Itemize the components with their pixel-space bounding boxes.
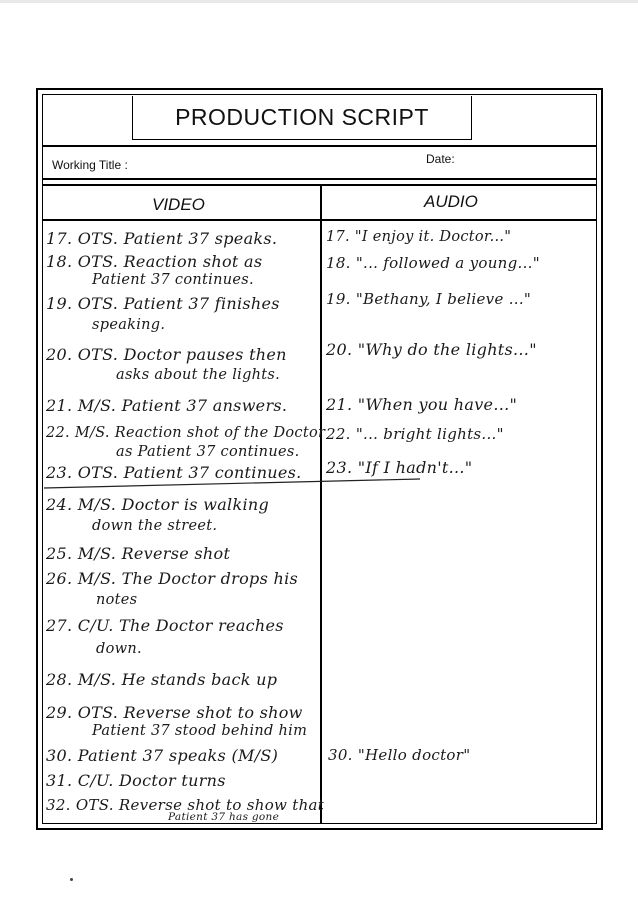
video-line: 29. OTS. Reverse shot to show xyxy=(46,703,303,722)
video-column-header: VIDEO xyxy=(152,195,205,214)
video-line: notes xyxy=(96,592,138,608)
document-title: PRODUCTION SCRIPT xyxy=(132,96,472,140)
video-line: 25. M/S. Reverse shot xyxy=(46,544,231,563)
video-line: Patient 37 continues. xyxy=(92,272,254,288)
audio-line: 20. "Why do the lights..." xyxy=(326,340,537,359)
audio-line: 19. "Bethany, I believe ..." xyxy=(326,290,532,308)
video-line: 22. M/S. Reaction shot of the Doctor xyxy=(46,425,326,441)
audio-line: 22. "... bright lights..." xyxy=(326,425,504,443)
video-line: down. xyxy=(96,641,142,657)
video-line: asks about the lights. xyxy=(116,367,281,383)
video-line: 19. OTS. Patient 37 finishes xyxy=(46,294,280,313)
video-line: 20. OTS. Doctor pauses then xyxy=(46,345,287,364)
audio-column-header: AUDIO xyxy=(424,192,478,211)
video-line: 24. M/S. Doctor is walking xyxy=(46,495,270,514)
video-line: 23. OTS. Patient 37 continues. xyxy=(46,463,302,482)
video-line: Patient 37 has gone xyxy=(168,811,280,823)
video-line: 18. OTS. Reaction shot as xyxy=(46,252,263,271)
video-line: speaking. xyxy=(92,317,166,333)
audio-line: 23. "If I hadn't..." xyxy=(326,458,473,477)
audio-line: 21. "When you have..." xyxy=(326,395,518,414)
working-title-label: Working Title : xyxy=(52,158,128,172)
video-line: 27. C/U. The Doctor reaches xyxy=(46,616,284,635)
video-line: 30. Patient 37 speaks (M/S) xyxy=(46,746,279,765)
video-line: 17. OTS. Patient 37 speaks. xyxy=(46,229,278,248)
scan-speck xyxy=(70,878,73,881)
audio-line: 30. "Hello doctor" xyxy=(328,746,471,764)
video-line: 28. M/S. He stands back up xyxy=(46,670,278,689)
date-label: Date: xyxy=(426,152,455,166)
video-line: 26. M/S. The Doctor drops his xyxy=(46,569,299,588)
video-line: down the street. xyxy=(92,518,218,534)
audio-line: 18. "... followed a young..." xyxy=(326,254,540,272)
video-line: 32. OTS. Reverse shot to show that xyxy=(46,796,325,814)
audio-line: 17. "I enjoy it. Doctor..." xyxy=(326,229,512,245)
video-line: 31. C/U. Doctor turns xyxy=(46,771,226,790)
video-line: as Patient 37 continues. xyxy=(116,444,300,460)
video-line: Patient 37 stood behind him xyxy=(92,723,308,739)
video-line: 21. M/S. Patient 37 answers. xyxy=(46,396,288,415)
